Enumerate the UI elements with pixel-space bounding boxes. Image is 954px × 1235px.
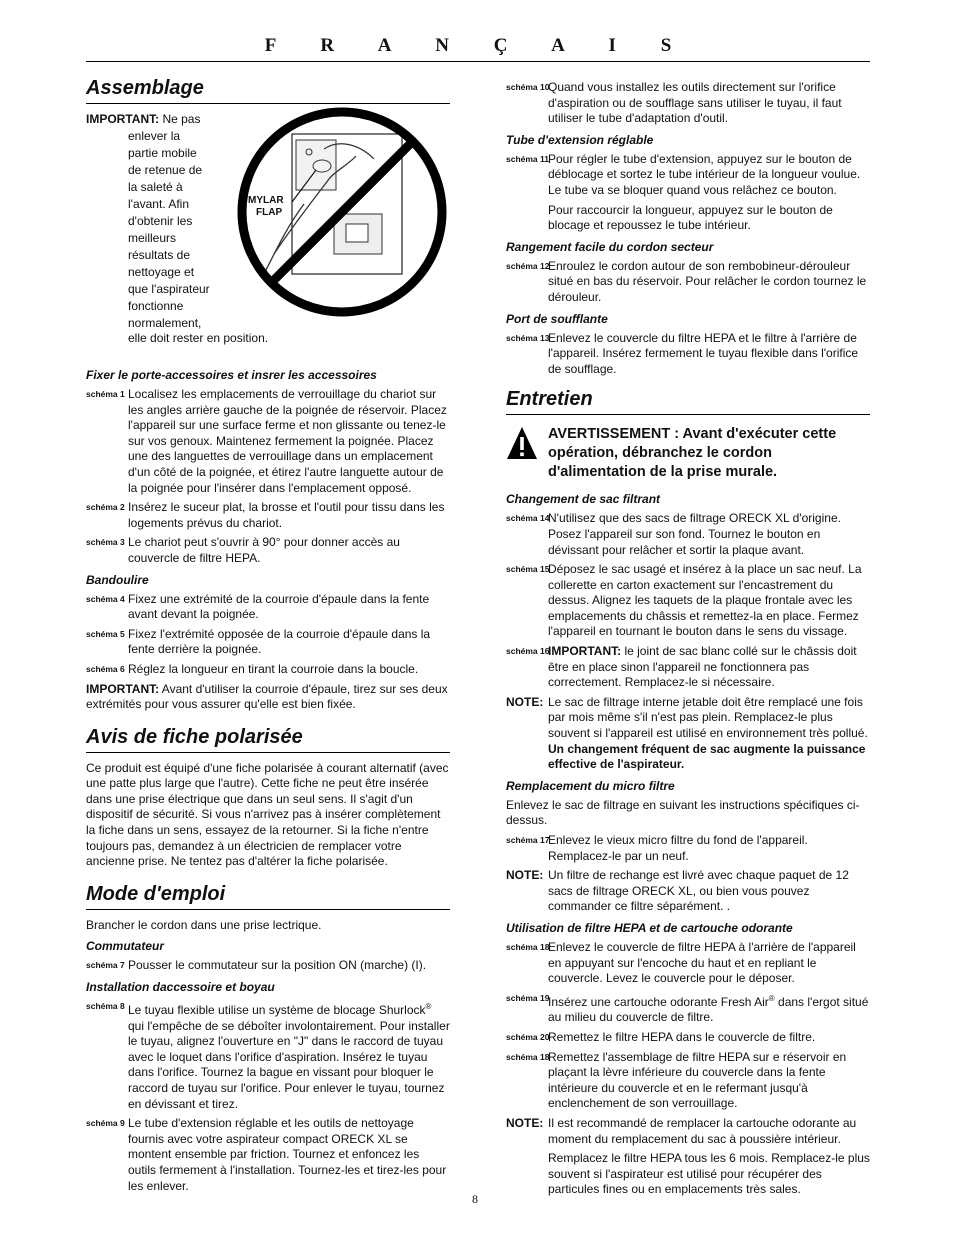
step-label: schéma 17 bbox=[506, 835, 550, 845]
step-text: Pousser le commutateur sur la position ON (marche) (I). bbox=[128, 958, 427, 973]
fixer-steps bbox=[86, 387, 450, 567]
important-line: résultats de bbox=[128, 248, 191, 262]
step-label: schéma 18 bbox=[506, 941, 550, 952]
step-label: schéma 19 bbox=[506, 992, 550, 1003]
subtitle-port: Port de soufflante bbox=[506, 311, 608, 326]
important-line: que l'aspirateur bbox=[128, 282, 210, 296]
step-item bbox=[86, 535, 450, 566]
note-label: NOTE: bbox=[506, 694, 544, 709]
step-label: schéma 4 bbox=[86, 593, 125, 604]
micro-steps bbox=[506, 833, 870, 864]
important-line: nettoyage et bbox=[128, 265, 195, 279]
important-tail: elle doit rester en position. bbox=[128, 331, 269, 345]
subtitle-rangement: Rangement facile du cordon secteur bbox=[506, 239, 714, 254]
step-label: schéma 8 bbox=[86, 1001, 125, 1012]
important-line: partie mobile bbox=[128, 146, 197, 160]
left-column bbox=[86, 76, 450, 1198]
section-title-assemblage: Assemblage bbox=[86, 76, 450, 104]
step-text: Enroulez le cordon autour de son rembobineur-dérouleur situé en bas du réservoir. Pour relâcher le cordon tournez le dérouleur. bbox=[548, 258, 867, 304]
bandoulire-steps bbox=[86, 592, 450, 678]
micro-intro: Enlevez le sac de filtrage en suivant les instructions spécifiques ci-dessus. bbox=[506, 797, 860, 828]
subtitle-commutateur: Commutateur bbox=[86, 939, 165, 954]
bandoulire-important-label: IMPORTANT: bbox=[86, 681, 160, 696]
step-item bbox=[506, 562, 870, 640]
step-item bbox=[506, 833, 870, 864]
step-item bbox=[86, 500, 450, 531]
header-rule bbox=[86, 61, 870, 62]
subtitle-sac: Changement de sac filtrant bbox=[506, 492, 661, 507]
step-text: Enlevez le couvercle du filtre HEPA et le filtre à l'arrière de l'appareil. Insérez fermement le tuyau flexible dans l'orifice de soufflage. bbox=[548, 330, 859, 376]
step-text: Localisez les emplacements de verrouillage du chariot sur les angles arrière gauche de la poignée de réservoir. Placez l'appareil sur une surface ferme et non glissante ou tenez-le sur vos genoux. Maintenez fermement la poignée. Placez une des languettes de verrouillage dans un emplacement d'un côté de la poignée, et étirez l'autre languette autour de la poignée pour l'insérer dans l'emplacement opposé. bbox=[128, 387, 447, 495]
step-text: Quand vous installez les outils directement sur l'orifice d'aspiration ou de soufflage sans utiliser le tuyau, il faut utiliser le tube d'adaptation d'outil. bbox=[548, 80, 842, 126]
note-label: NOTE: bbox=[506, 1115, 544, 1130]
step-text: Fixez l'extrémité opposée de la courroie d'épaule dans la fente derrière la poignée. bbox=[128, 626, 431, 657]
step-text: Le tuyau flexible utilise un système de blocage Shurlock® qui l'empêche de se déboîter involontairement. Pour installer le tuyau, alignez l'ouverture en "J" dans le raccord de tuyau avec le loquet dans l'orifice d'aspiration. Insérez le tuyau dans l'orifice. Tournez la bague en vissant pour bloquer le raccord de tuyau sur l'orifice. Pour enlever le tuyau, tournez en dévissant et tirez. bbox=[128, 1002, 450, 1111]
step-text: Pour régler le tube d'extension, appuyez sur le bouton de déblocage et sortez le tube intérieur de la longueur voulue. Le tube va se bloquer quand vous relâchez ce bouton. bbox=[548, 151, 861, 197]
step-item bbox=[506, 80, 870, 127]
important-line: fonctionne bbox=[128, 299, 184, 313]
assembly-block bbox=[86, 112, 450, 362]
step-item bbox=[506, 331, 870, 378]
tube-extra: Pour raccourcir la longueur, appuyez sur le bouton de blocage et repoussez le tube intérieur. bbox=[548, 202, 833, 233]
step-text: N'utilisez que des sacs de filtrage ORECK XL d'origine. Posez l'appareil sur son fond. Tournez le bouton en dévissant pour relâcher et sortir la plaque avant. bbox=[548, 511, 841, 557]
step-text: Le tube d'extension réglable et les outils de nettoyage fournis avec votre aspirateur compact ORECK XL se montent ensemble par friction. Tournez et enfoncez les outils fermement à l'installation. Tournez-les et tirez-les pour les enlever. bbox=[128, 1116, 447, 1193]
important-line: meilleurs bbox=[128, 231, 177, 245]
step-schema-16 bbox=[506, 644, 870, 691]
note-label: NOTE: bbox=[506, 868, 544, 883]
commutateur-steps bbox=[86, 958, 450, 974]
sac-steps bbox=[506, 511, 870, 640]
important-line: normalement, bbox=[128, 316, 202, 330]
mylar-label-2: FLAP bbox=[256, 207, 283, 218]
step-text: Enlevez le vieux micro filtre du fond de l'appareil. Remplacez-le par un neuf. bbox=[548, 833, 808, 863]
step-label: schéma 1 bbox=[86, 389, 125, 399]
important-line: la saleté à bbox=[128, 180, 183, 194]
step-label: schéma 9 bbox=[86, 1118, 125, 1129]
mylar-label-1: MYLAR bbox=[248, 195, 284, 206]
step-item bbox=[86, 387, 450, 496]
step-text: Fixez une extrémité de la courroie d'épaule dans la fente avant devant la poignée. bbox=[128, 591, 430, 622]
important-line: de retenue de bbox=[128, 163, 203, 177]
tube-steps bbox=[506, 152, 870, 199]
step-text: Insérez le suceur plat, la brosse et l'outil pour tissu dans les logements prévus du chariot. bbox=[128, 500, 445, 530]
step-schema-18a bbox=[506, 940, 870, 987]
important-line: l'avant. Afin bbox=[128, 197, 189, 211]
note-text: Le sac de filtrage interne jetable doit être remplacé une fois par mois même s'il n'est pas plein. Remplacez-le plus souvent si l'appareil est utilisé en environnement très pollué. Un changement fréquent de sac augmente la puissance effective de l'aspirateur. bbox=[548, 694, 868, 772]
top-steps bbox=[506, 80, 870, 127]
subtitle-hepa: Utilisation de filtre HEPA et de cartouche odorante bbox=[506, 920, 793, 935]
rangement-steps bbox=[506, 259, 870, 306]
step-schema-8 bbox=[86, 999, 450, 1112]
step-item bbox=[506, 511, 870, 558]
step-item bbox=[86, 592, 450, 623]
important-note bbox=[86, 112, 236, 128]
step-label: schéma 13 bbox=[506, 332, 550, 343]
step-label: schéma 11 bbox=[506, 153, 550, 164]
bandoulire-important-text: Avant d'utiliser la courroie d'épaule, tirez sur ses deux extrémités pour vous assurer qu'elle est bien fixée. bbox=[86, 681, 448, 712]
step-label: schéma 6 bbox=[86, 663, 125, 674]
step-label: schéma 2 bbox=[86, 502, 125, 513]
step-schema-20 bbox=[506, 1030, 870, 1046]
subtitle-bandoulire: Bandoulire bbox=[86, 572, 149, 587]
step-label: schéma 16 bbox=[506, 646, 550, 657]
section-title-avis: Avis de fiche polarisée bbox=[86, 725, 450, 753]
step-label: schéma 15 bbox=[506, 564, 550, 575]
important-first: Ne pas bbox=[162, 112, 201, 126]
step-text: Insérez une cartouche odorante Fresh Air® dans l'ergot situé au milieu du couvercle de filtre. bbox=[548, 993, 869, 1025]
bandoulire-important bbox=[86, 682, 450, 713]
subtitle-micro: Remplacement du micro filtre bbox=[506, 778, 675, 793]
note-text: Il est recommandé de remplacer la cartouche odorante au moment du remplacement du sac à poussière intérieur. bbox=[548, 1115, 857, 1146]
step-text: Le chariot peut s'ouvrir à 90° pour donner accès au couvercle de filtre HEPA. bbox=[128, 535, 400, 565]
step-item bbox=[86, 662, 450, 678]
section-title-entretien: Entretien bbox=[506, 387, 870, 415]
step-label: schéma 18 bbox=[506, 1051, 550, 1062]
avis-text: Ce produit est équipé d'une fiche polarisée à courant alternatif (avec une patte plus large que l'autre). Cette fiche ne peut être insérée dans une prise électrique que dans un seul sens. Il s'agit d'un dispositif de sécurité. Si vous n'arrivez pas à insérer complètement la fiche dans un sens, essayez de la retourner. Si la fiche n'entre toujours pas, demandez à un électricien de remplacer votre ancienne prise. Ne tentez pas d'altérer la fiche polarisée. bbox=[86, 760, 449, 869]
do-not-remove-flap-illustration bbox=[234, 104, 450, 320]
mode-intro: Brancher le cordon dans une prise lectrique. bbox=[86, 917, 322, 932]
important-label: IMPORTANT: bbox=[86, 112, 160, 126]
warning-block bbox=[506, 425, 870, 482]
subtitle-fixer: Fixer le porte-accessoires et insrer les accessoires bbox=[86, 368, 377, 382]
right-column bbox=[506, 80, 870, 1202]
step-text: IMPORTANT: le joint de sac blanc collé sur le châssis doit être en place sinon l'appareil ne fonctionnera pas correctement. Remplacez-le si nécessaire. bbox=[548, 644, 857, 690]
step-text: Réglez la longueur en tirant la courroie dans la boucle. bbox=[128, 661, 419, 676]
subtitle-installation: Installation daccessoire et boyau bbox=[86, 980, 275, 995]
note-text: Un filtre de rechange est livré avec chaque paquet de 12 sacs de filtrage ORECK XL, ou bien vous pouvez commander ce filtre séparément. . bbox=[548, 868, 849, 914]
warning-icon bbox=[506, 425, 548, 482]
step-label: schéma 5 bbox=[86, 628, 125, 639]
step-label: schéma 10 bbox=[506, 82, 550, 92]
step-label: schéma 14 bbox=[506, 513, 550, 524]
note-hepa bbox=[506, 1116, 870, 1147]
step-schema-9 bbox=[86, 1116, 450, 1194]
step-text: Remettez le filtre HEPA dans le couvercle de filtre. bbox=[548, 1029, 816, 1044]
step-item bbox=[86, 627, 450, 658]
subtitle-tube: Tube d'extension réglable bbox=[506, 132, 654, 147]
step-item bbox=[86, 958, 450, 974]
page-number: 8 bbox=[472, 1192, 478, 1206]
section-title-mode: Mode d'emploi bbox=[86, 882, 450, 910]
important-line: enlever la bbox=[128, 129, 181, 143]
note-sac bbox=[506, 695, 870, 773]
step-label: schéma 3 bbox=[86, 537, 125, 548]
page-header: F R A N Ç A I S bbox=[264, 35, 692, 56]
step-label: schéma 20 bbox=[506, 1031, 550, 1042]
warning-text: AVERTISSEMENT : Avant d'exécuter cette opération, débranchez le cordon d'alimentation de la prise murale. bbox=[548, 426, 837, 481]
step-text: Enlevez le couvercle de filtre HEPA à l'arrière de l'appareil en appuyant sur l'encoche du haut et en repliant le couvercle. Levez le couvercle pour le déposer. bbox=[548, 939, 856, 986]
important-lines bbox=[128, 128, 228, 332]
step-item bbox=[506, 259, 870, 306]
note-hepa-extra: Remplacez le filtre HEPA tous les 6 mois. Remplacez-le plus souvent si l'aspirateur est utilisé pour récupérer des particules fines ou en emplacements très sales. bbox=[548, 1151, 870, 1197]
port-steps bbox=[506, 331, 870, 378]
step-text: Remettez l'assemblage de filtre HEPA sur e réservoir en plaçant la lèvre inférieure du couvercle dans la fente intérieure du couvercle et en le refermant jusqu'à enclenchement de son verrouillage. bbox=[548, 1049, 847, 1111]
note-micro bbox=[506, 868, 870, 915]
step-text: Déposez le sac usagé et insérez à la place un sac neuf. La collerette en carton exactement sur l'encastrement du dessus. Alignez les taquets de la plaque frontale avec les emplacements du châssis et remettez-la en place. Fermez l'appareil en tournant le bouton dans le sens du vissage. bbox=[548, 562, 862, 639]
step-item bbox=[506, 152, 870, 199]
step-label: schéma 12 bbox=[506, 260, 550, 271]
step-schema-19 bbox=[506, 991, 870, 1026]
important-line: d'obtenir les bbox=[128, 214, 193, 228]
step-label: schéma 7 bbox=[86, 960, 125, 971]
step-schema-18b bbox=[506, 1050, 870, 1112]
